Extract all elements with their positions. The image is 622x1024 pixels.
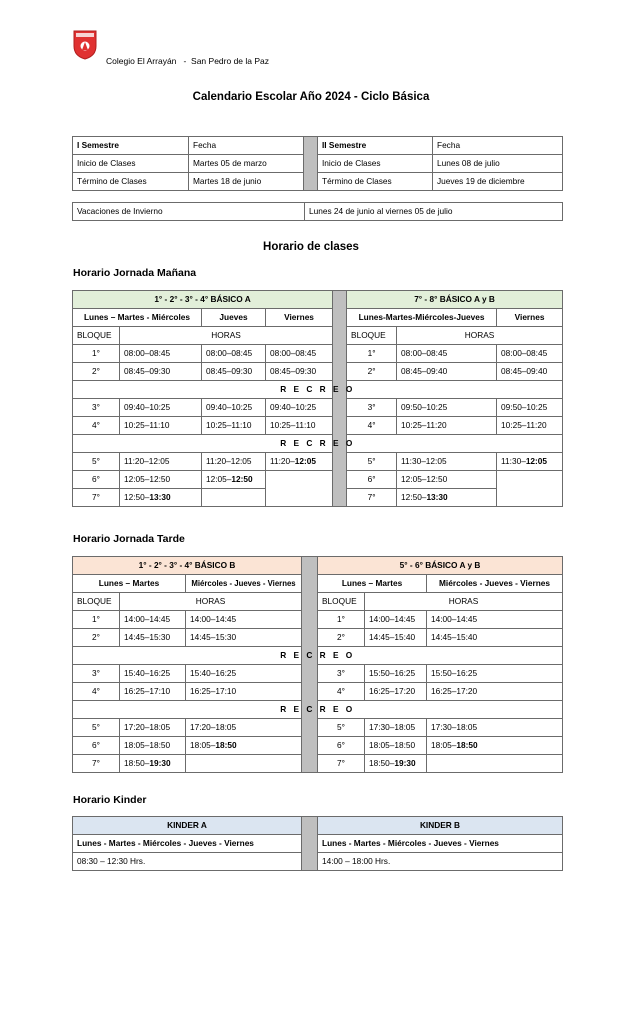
cell: 4° xyxy=(318,683,365,701)
time-start: 11:20– xyxy=(270,456,295,466)
day-header: Miércoles - Jueves - Viernes xyxy=(427,575,563,593)
table-row xyxy=(73,309,563,327)
cell: 18:05–18:50 xyxy=(365,737,427,755)
cell: 11:20–12:05 xyxy=(202,453,266,471)
day-header: Miércoles - Jueves - Viernes xyxy=(186,575,302,593)
cell: 08:45–09:30 xyxy=(202,363,266,381)
schedule-heading: Horario de clases xyxy=(263,241,359,253)
time-start: 18:05– xyxy=(431,740,457,750)
cell: 14:45–15:30 xyxy=(186,629,302,647)
cell: 14:45–15:40 xyxy=(427,629,563,647)
cell: 15:50–16:25 xyxy=(427,665,563,683)
cell: 7° xyxy=(73,489,120,507)
cell: 3° xyxy=(318,665,365,683)
cell xyxy=(120,489,202,507)
group-title: 7° - 8° BÁSICO A y B xyxy=(347,291,563,309)
cell: 3° xyxy=(73,399,120,417)
kinder-b-days: Lunes - Martes - Miércoles - Jueves - Viernes xyxy=(318,835,563,853)
cell: 1° xyxy=(73,345,120,363)
empty-cell xyxy=(202,489,266,507)
cell: 17:30–18:05 xyxy=(365,719,427,737)
recreo-row: R E C R E O xyxy=(73,435,563,453)
cell: 09:40–10:25 xyxy=(266,399,333,417)
cell: Término de Clases xyxy=(73,173,189,191)
table-row xyxy=(73,647,563,665)
cell: 1° xyxy=(73,611,120,629)
cell: 09:50–10:25 xyxy=(497,399,563,417)
cell: Martes 05 de marzo xyxy=(189,155,304,173)
time-start: 18:50– xyxy=(369,758,395,768)
afternoon-schedule-table xyxy=(72,556,563,773)
time-start: 12:50– xyxy=(401,492,427,502)
table-row xyxy=(73,665,563,683)
cell: 14:00–14:45 xyxy=(186,611,302,629)
winter-label: Vacaciones de Invierno xyxy=(73,203,305,221)
table-row xyxy=(73,755,563,773)
cell: 5° xyxy=(73,719,120,737)
cell: 09:40–10:25 xyxy=(120,399,202,417)
cell: 17:30–18:05 xyxy=(427,719,563,737)
kinder-a-days: Lunes - Martes - Miércoles - Jueves - Viernes xyxy=(73,835,302,853)
table-row xyxy=(73,327,563,345)
table-row xyxy=(73,737,563,755)
recreo-row: R E C R E O xyxy=(73,647,563,665)
cell: 10:25–11:20 xyxy=(397,417,497,435)
table-row xyxy=(73,575,563,593)
day-header: Jueves xyxy=(202,309,266,327)
cell: 16:25–17:20 xyxy=(427,683,563,701)
cell: 14:00–14:45 xyxy=(120,611,186,629)
table-row xyxy=(73,471,563,489)
day-header: Lunes-Martes-Miércoles-Jueves xyxy=(347,309,497,327)
time-start: 18:05– xyxy=(190,740,216,750)
cell xyxy=(202,471,266,489)
cell: 11:30–12:05 xyxy=(397,453,497,471)
day-header: Lunes – Martes xyxy=(73,575,186,593)
cell: 08:45–09:30 xyxy=(120,363,202,381)
cell: 14:45–15:40 xyxy=(365,629,427,647)
time-end-bold: 19:30 xyxy=(394,758,416,768)
cell: 11:20–12:05 xyxy=(120,453,202,471)
cell: 08:00–08:45 xyxy=(202,345,266,363)
winter-vacation-table xyxy=(72,202,563,221)
cell: 08:45–09:40 xyxy=(397,363,497,381)
cell: 1° xyxy=(318,611,365,629)
cell: 6° xyxy=(73,471,120,489)
table-row xyxy=(73,853,563,871)
bloque-header: BLOQUE xyxy=(347,327,397,345)
cell: 2° xyxy=(73,629,120,647)
table-row xyxy=(73,719,563,737)
cell: 6° xyxy=(347,471,397,489)
cell xyxy=(397,489,497,507)
table-row xyxy=(73,611,563,629)
cell: Término de Clases xyxy=(318,173,433,191)
cell: 4° xyxy=(73,417,120,435)
day-header: Viernes xyxy=(266,309,333,327)
table-row xyxy=(73,291,563,309)
bloque-header: BLOQUE xyxy=(318,593,365,611)
table-row xyxy=(73,701,563,719)
horas-header: HORAS xyxy=(365,593,563,611)
cell: 5° xyxy=(318,719,365,737)
empty-cell xyxy=(427,755,563,773)
cell: 08:00–08:45 xyxy=(120,345,202,363)
cell xyxy=(427,737,563,755)
kinder-schedule-table xyxy=(72,816,563,871)
cell: 12:05–12:50 xyxy=(397,471,497,489)
table-row xyxy=(73,435,563,453)
cell: 14:00–14:45 xyxy=(365,611,427,629)
semester-1-label: I Semestre xyxy=(73,137,189,155)
time-start: 18:50– xyxy=(124,758,150,768)
cell: 2° xyxy=(347,363,397,381)
bloque-header: BLOQUE xyxy=(73,593,120,611)
cell: 5° xyxy=(73,453,120,471)
table-row xyxy=(73,345,563,363)
column-divider xyxy=(302,817,318,871)
table-row xyxy=(73,203,563,221)
group-title: 1° - 2° - 3° - 4° BÁSICO B xyxy=(73,557,302,575)
table-row xyxy=(73,417,563,435)
winter-dates: Lunes 24 de junio al viernes 05 de julio xyxy=(305,203,563,221)
cell: 15:40–16:25 xyxy=(120,665,186,683)
cell: 10:25–11:10 xyxy=(202,417,266,435)
table-row xyxy=(73,363,563,381)
table-row xyxy=(73,399,563,417)
document-title: Calendario Escolar Año 2024 - Ciclo Básica xyxy=(192,91,430,103)
cell: 16:25–17:20 xyxy=(365,683,427,701)
kinder-a-title: KINDER A xyxy=(73,817,302,835)
table-row xyxy=(73,817,563,835)
semester-2-label: II Semestre xyxy=(318,137,433,155)
table-row xyxy=(73,453,563,471)
day-header: Lunes – Martes - Miércoles xyxy=(73,309,202,327)
cell: Lunes 08 de julio xyxy=(433,155,563,173)
empty-cell xyxy=(266,471,333,507)
table-row xyxy=(73,557,563,575)
table-row xyxy=(73,137,563,155)
cell: 09:40–10:25 xyxy=(202,399,266,417)
day-header: Viernes xyxy=(497,309,563,327)
school-name: Colegio El Arrayán - San Pedro de la Paz xyxy=(106,56,270,66)
cell: 10:25–11:10 xyxy=(266,417,333,435)
cell: 4° xyxy=(347,417,397,435)
cell: 08:00–08:45 xyxy=(397,345,497,363)
horas-header: HORAS xyxy=(120,593,302,611)
kinder-b-hours: 14:00 – 18:00 Hrs. xyxy=(318,853,563,871)
cell: 4° xyxy=(73,683,120,701)
table-row xyxy=(73,173,563,191)
cell: 16:25–17:10 xyxy=(186,683,302,701)
cell: 17:20–18:05 xyxy=(186,719,302,737)
time-start: 11:30– xyxy=(501,456,526,466)
cell xyxy=(186,737,302,755)
cell: 6° xyxy=(73,737,120,755)
cell: 12:05–12:50 xyxy=(120,471,202,489)
cell xyxy=(266,453,333,471)
cell: 09:50–10:25 xyxy=(397,399,497,417)
kinder-b-title: KINDER B xyxy=(318,817,563,835)
cell: 14:00–14:45 xyxy=(427,611,563,629)
cell xyxy=(497,453,563,471)
cell: 08:45–09:40 xyxy=(497,363,563,381)
date-header: Fecha xyxy=(189,137,304,155)
column-divider xyxy=(333,291,347,507)
kinder-a-hours: 08:30 – 12:30 Hrs. xyxy=(73,853,302,871)
empty-cell xyxy=(186,755,302,773)
horas-header: HORAS xyxy=(120,327,333,345)
table-row xyxy=(73,629,563,647)
cell: 18:05–18:50 xyxy=(120,737,186,755)
horas-header: HORAS xyxy=(397,327,563,345)
cell: Inicio de Clases xyxy=(73,155,189,173)
table-row xyxy=(73,155,563,173)
table-row xyxy=(73,593,563,611)
cell: 3° xyxy=(347,399,397,417)
kinder-schedule-heading: Horario Kinder xyxy=(73,794,147,806)
cell xyxy=(120,755,186,773)
bloque-header: BLOQUE xyxy=(73,327,120,345)
time-end-bold: 18:50 xyxy=(456,740,478,750)
cell: 17:20–18:05 xyxy=(120,719,186,737)
date-header: Fecha xyxy=(433,137,563,155)
table-row xyxy=(73,683,563,701)
cell: 6° xyxy=(318,737,365,755)
cell: 15:40–16:25 xyxy=(186,665,302,683)
group-title: 5° - 6° BÁSICO A y B xyxy=(318,557,563,575)
table-row xyxy=(73,835,563,853)
cell: 15:50–16:25 xyxy=(365,665,427,683)
cell: 14:45–15:30 xyxy=(120,629,186,647)
cell: 08:45–09:30 xyxy=(266,363,333,381)
recreo-row: R E C R E O xyxy=(73,381,563,399)
cell: 7° xyxy=(347,489,397,507)
column-divider xyxy=(304,137,318,191)
time-end-bold: 19:30 xyxy=(149,758,171,768)
time-end-bold: 12:05 xyxy=(294,456,316,466)
school-crest-logo xyxy=(73,30,97,60)
morning-schedule-heading: Horario Jornada Mañana xyxy=(73,267,197,279)
cell: 3° xyxy=(73,665,120,683)
cell: 08:00–08:45 xyxy=(497,345,563,363)
day-header: Lunes – Martes xyxy=(318,575,427,593)
time-start: 12:05– xyxy=(206,474,232,484)
cell: 10:25–11:10 xyxy=(120,417,202,435)
morning-schedule-table xyxy=(72,290,563,507)
cell: Martes 18 de junio xyxy=(189,173,304,191)
column-divider xyxy=(302,557,318,773)
time-end-bold: 18:50 xyxy=(215,740,237,750)
cell: 5° xyxy=(347,453,397,471)
cell: 1° xyxy=(347,345,397,363)
cell: 7° xyxy=(318,755,365,773)
time-end-bold: 12:05 xyxy=(525,456,548,466)
table-row xyxy=(73,381,563,399)
time-end-bold: 13:30 xyxy=(426,492,448,502)
time-start: 12:50– xyxy=(124,492,150,502)
cell: Jueves 19 de diciembre xyxy=(433,173,563,191)
cell: 2° xyxy=(73,363,120,381)
cell xyxy=(365,755,427,773)
cell: 7° xyxy=(73,755,120,773)
afternoon-schedule-heading: Horario Jornada Tarde xyxy=(73,533,185,545)
cell: 10:25–11:20 xyxy=(497,417,563,435)
time-end-bold: 13:30 xyxy=(149,492,171,502)
empty-cell xyxy=(497,471,563,507)
cell: 08:00–08:45 xyxy=(266,345,333,363)
cell: Inicio de Clases xyxy=(318,155,433,173)
recreo-row: R E C R E O xyxy=(73,701,563,719)
time-end-bold: 12:50 xyxy=(231,474,253,484)
cell: 16:25–17:10 xyxy=(120,683,186,701)
cell: 2° xyxy=(318,629,365,647)
semester-table xyxy=(72,136,563,191)
group-title: 1° - 2° - 3° - 4° BÁSICO A xyxy=(73,291,333,309)
